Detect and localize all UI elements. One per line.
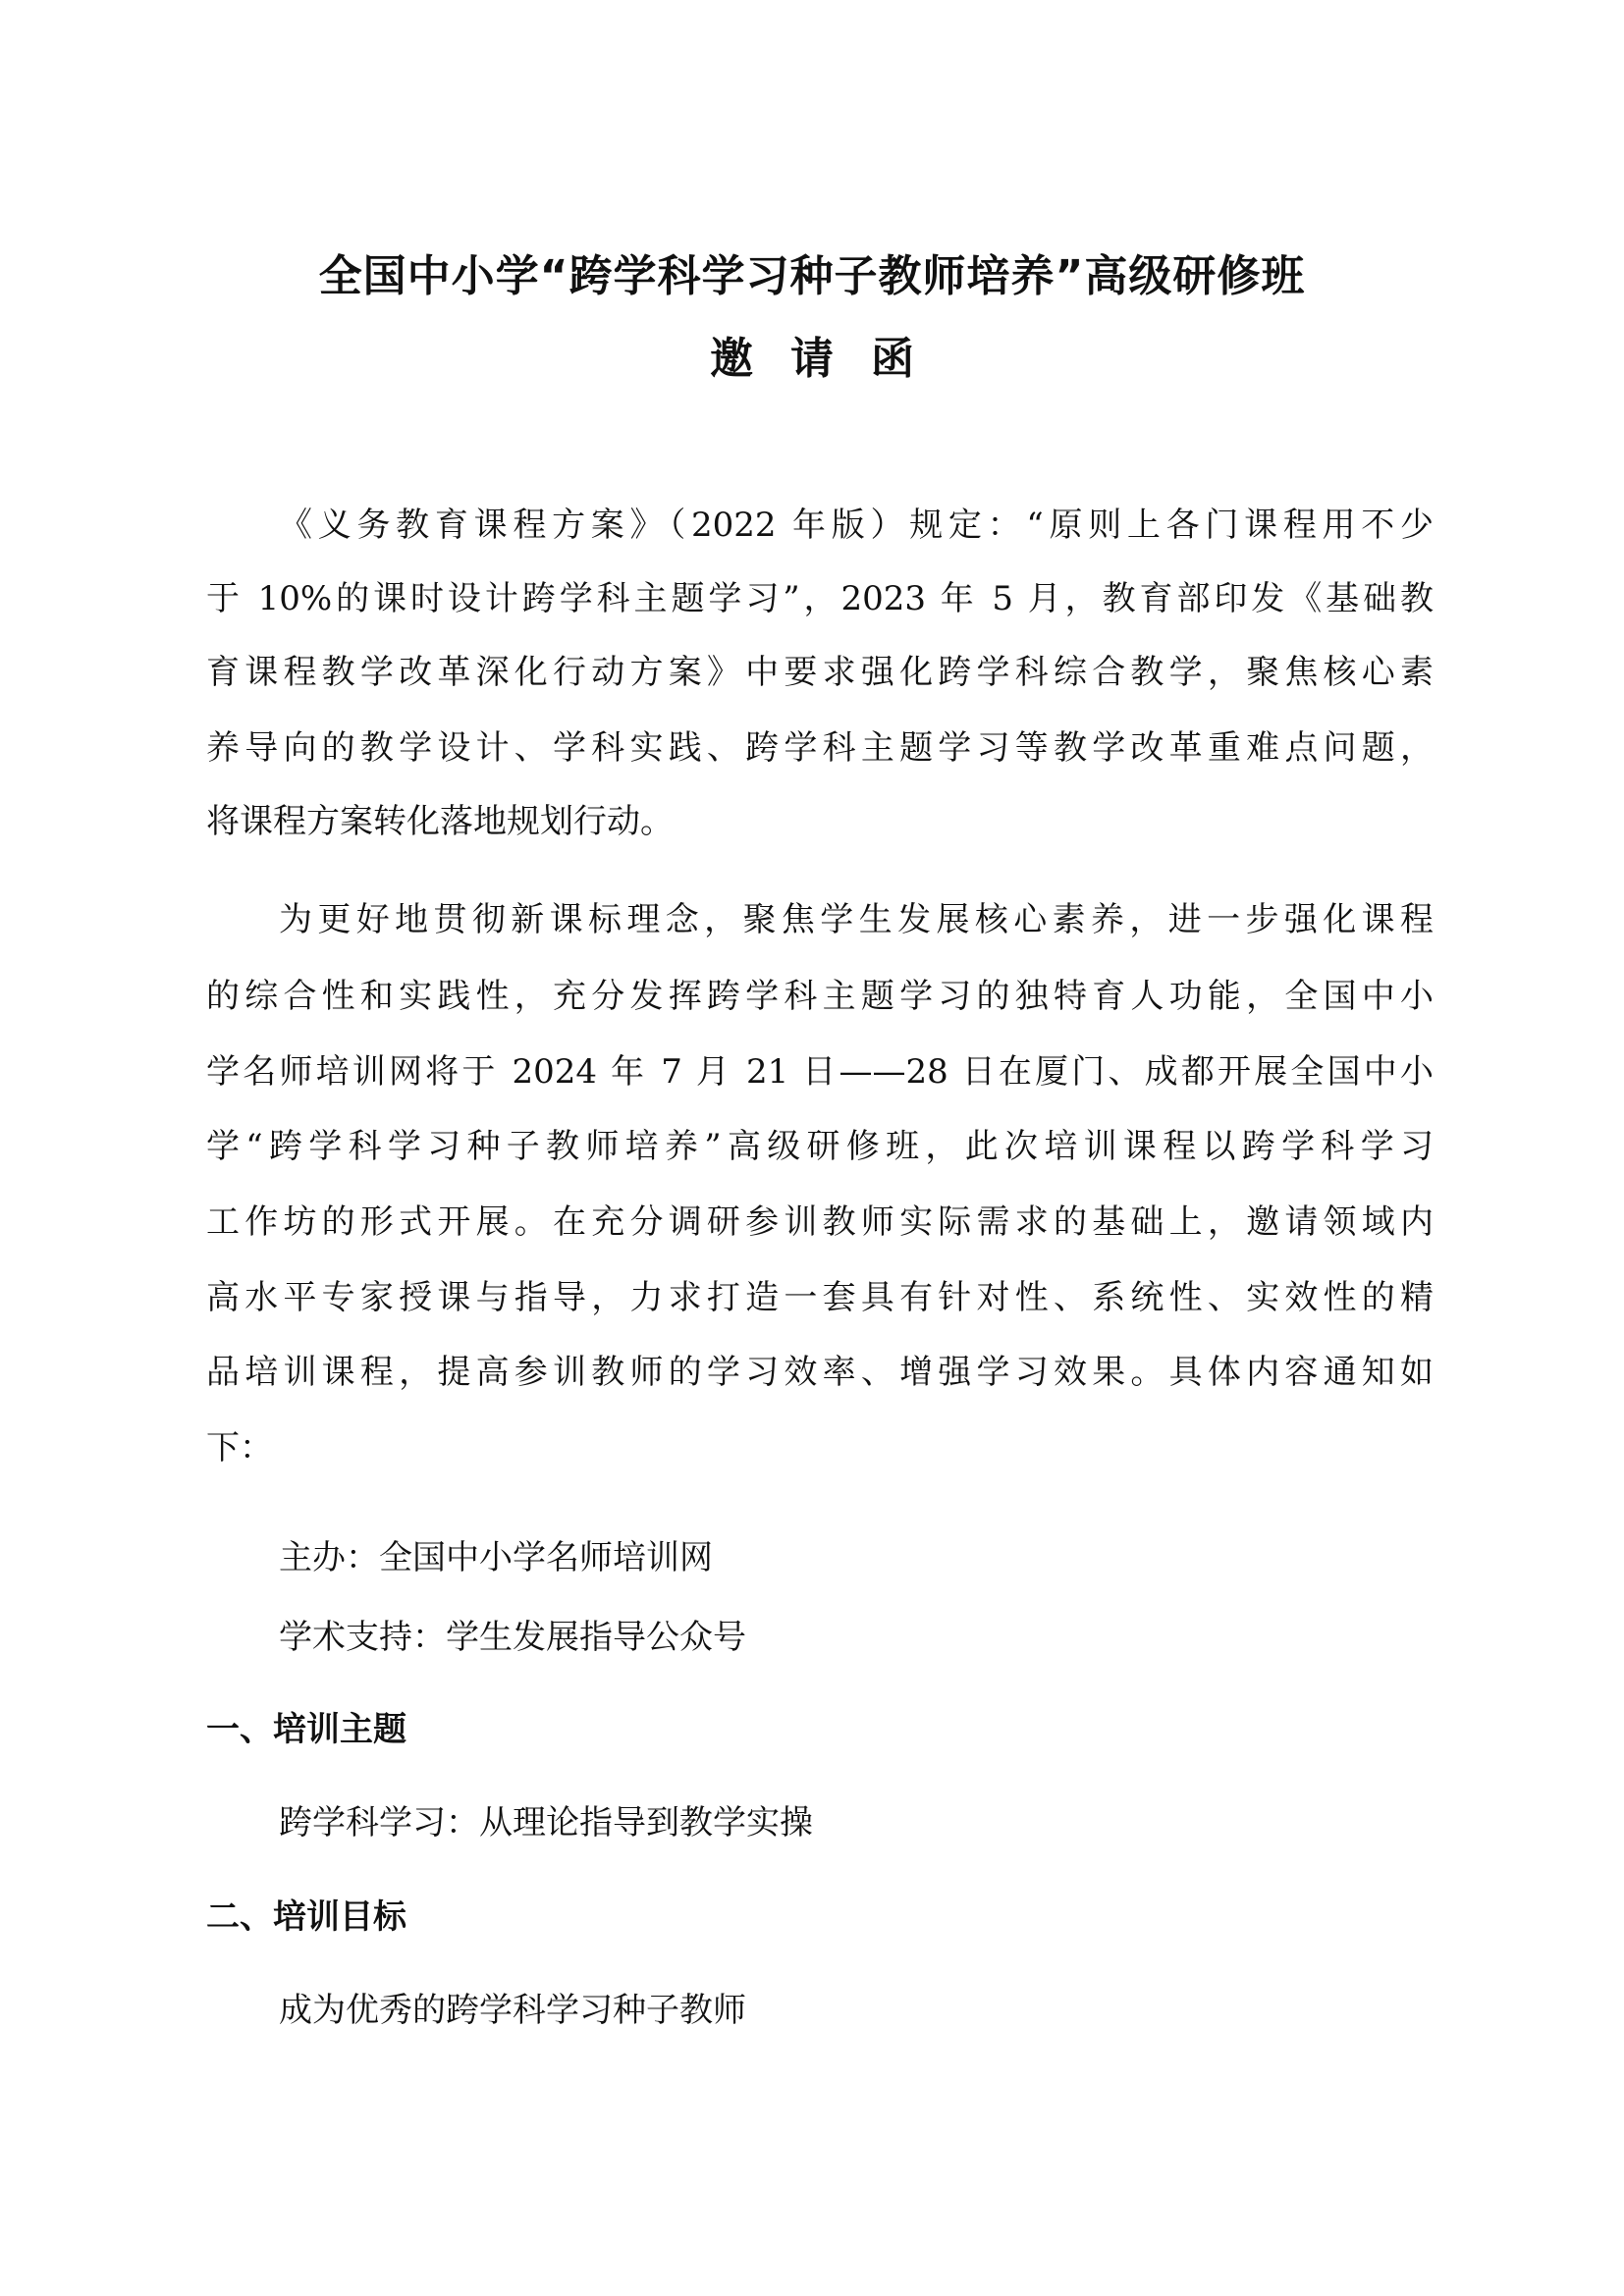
paragraph-2-line: 高水平专家授课与指导，力求打造一套具有针对性、系统性、实效性的精 — [206, 1278, 1434, 1317]
organizer-line: 主办：全国中小学名师培训网 — [279, 1538, 713, 1577]
paragraph-1-line: 将课程方案转化落地规划行动。 — [206, 802, 674, 841]
paragraph-1-line: 《义务教育课程方案》（2022 年版）规定：“原则上各门课程用不少 — [279, 506, 1434, 545]
section-2-content: 成为优秀的跨学科学习种子教师 — [279, 1991, 746, 2030]
paragraph-2-line: 学名师培训网将于 2024 年 7 月 21 日——28 日在厦门、成都开展全国中小 — [206, 1052, 1434, 1092]
paragraph-1-line: 育课程教学改革深化行动方案》中要求强化跨学科综合教学，聚焦核心素 — [206, 653, 1434, 692]
section-2-heading: 二、培训目标 — [206, 1897, 406, 1937]
paragraph-2-line: 品培训课程，提高参训教师的学习效率、增强学习效果。具体内容通知如 — [206, 1353, 1434, 1392]
document-title: 全国中小学“跨学科学习种子教师培养”高级研修班 — [318, 251, 1306, 301]
section-1-heading: 一、培训主题 — [206, 1710, 406, 1749]
paragraph-2-line: 下： — [206, 1428, 273, 1468]
section-1-content: 跨学科学习：从理论指导到教学实操 — [279, 1803, 813, 1842]
academic-support-line: 学术支持：学生发展指导公众号 — [279, 1618, 746, 1657]
paragraph-2-line: 的综合性和实践性，充分发挥跨学科主题学习的独特育人功能，全国中小 — [206, 977, 1434, 1016]
paragraph-1-line: 于 10%的课时设计跨学科主题学习”，2023 年 5 月，教育部印发《基础教 — [206, 579, 1434, 618]
paragraph-1-line: 养导向的教学设计、学科实践、跨学科主题学习等教学改革重难点问题， — [206, 728, 1434, 768]
paragraph-2-line: 为更好地贯彻新课标理念，聚焦学生发展核心素养，进一步强化课程 — [279, 900, 1434, 939]
paragraph-2-line: 学“跨学科学习种子教师培养”高级研修班，此次培训课程以跨学科学习 — [206, 1127, 1434, 1166]
paragraph-2-line: 工作坊的形式开展。在充分调研参训教师实际需求的基础上，邀请领域内 — [206, 1202, 1434, 1242]
document-subtitle: 邀请函 — [710, 334, 951, 384]
